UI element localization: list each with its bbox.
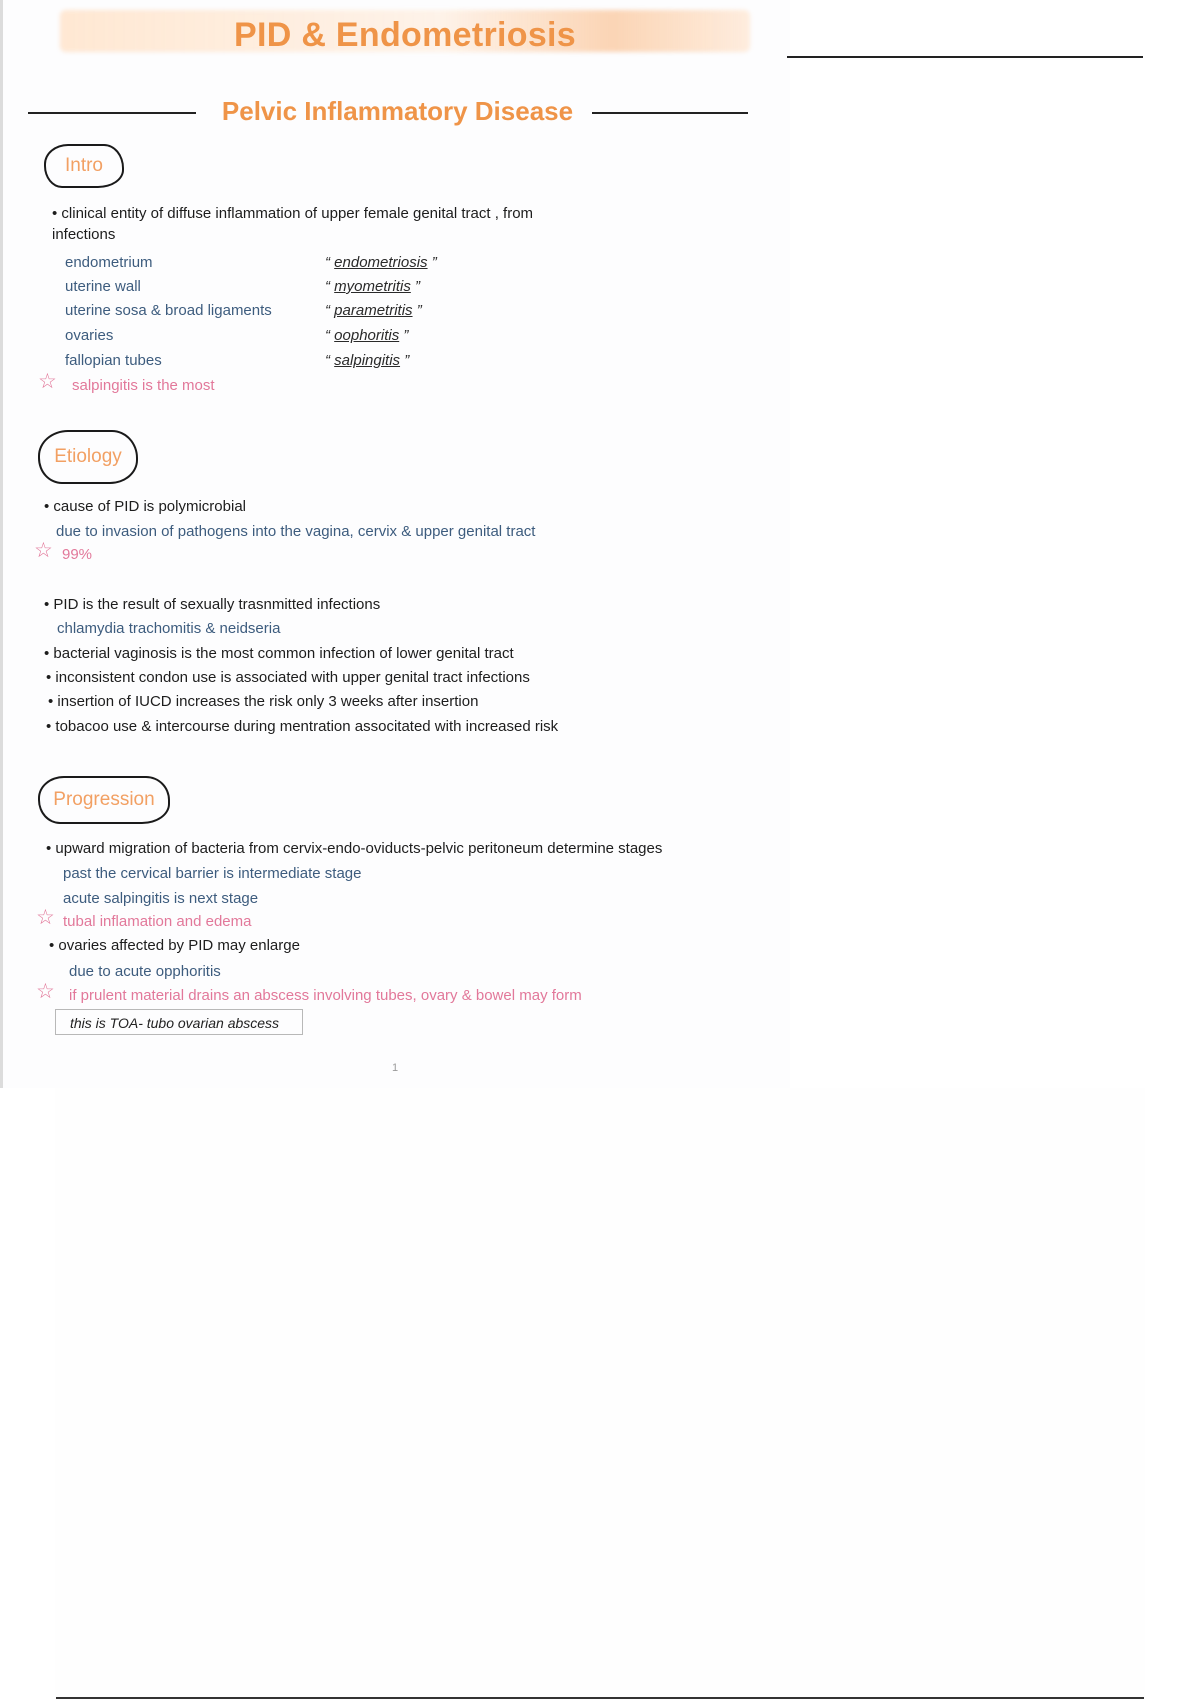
- term-site: uterine wall: [65, 278, 141, 295]
- term-site: endometrium: [65, 254, 153, 271]
- intro-note: salpingitis is the most: [72, 377, 215, 394]
- etiology-iucd: • insertion of IUCD increases the risk only 3 weeks after insertion: [48, 693, 479, 710]
- progression-oophoritis: due to acute opphoritis: [69, 963, 221, 980]
- etiology-sti-detail: chlamydia trachomitis & neidseria: [57, 620, 281, 637]
- term-site: ovaries: [65, 327, 114, 344]
- term-name: “ parametritis ”: [325, 302, 422, 319]
- star-icon: ☆: [34, 539, 53, 562]
- progression-tubal: tubal inflamation and edema: [63, 913, 252, 930]
- section-title: Pelvic Inflammatory Disease: [221, 96, 574, 126]
- term-site: uterine sosa & broad ligaments: [65, 302, 272, 319]
- page-title: PID & Endometriosis: [234, 16, 576, 54]
- subtitle-rule-left: [28, 112, 196, 114]
- progression-cervical: past the cervical barrier is intermediate stage: [63, 865, 362, 882]
- progression-migration: • upward migration of bacteria from cervix-endo-oviducts-pelvic peritoneum determine stages: [46, 840, 663, 857]
- page-number: 1: [392, 1062, 399, 1074]
- etiology-sti: • PID is the result of sexually trasnmitted infections: [44, 596, 381, 613]
- bottom-rule: [56, 1697, 1144, 1699]
- term-name: “ oophoritis ”: [325, 327, 409, 344]
- progression-ovaries: • ovaries affected by PID may enlarge: [49, 937, 300, 954]
- term-site: fallopian tubes: [65, 352, 162, 369]
- intro-heading: Intro: [44, 144, 124, 188]
- etiology-condom: • inconsistent condon use is associated with upper genital tract infections: [46, 669, 530, 686]
- etiology-percent: 99%: [62, 546, 93, 563]
- term-name: “ myometritis ”: [325, 278, 421, 295]
- top-right-rule: [787, 56, 1143, 58]
- etiology-heading: Etiology: [38, 430, 138, 484]
- term-name: “ salpingitis ”: [325, 352, 410, 369]
- intro-bullet: • clinical entity of diffuse inflammation of upper female genital tract , from: [52, 205, 534, 222]
- intro-bullet-cont: infections: [52, 226, 116, 243]
- star-icon: ☆: [38, 370, 57, 393]
- toa-box: this is TOA- tubo ovarian abscess: [55, 1009, 303, 1035]
- etiology-bv: • bacterial vaginosis is the most common infection of lower genital tract: [44, 645, 514, 662]
- title-block: [60, 10, 750, 52]
- progression-heading: Progression: [38, 776, 170, 824]
- star-icon: ☆: [36, 980, 55, 1003]
- blank-next-page: [55, 1088, 1145, 1700]
- subtitle-rule-right: [592, 112, 748, 114]
- progression-acute: acute salpingitis is next stage: [63, 890, 259, 907]
- etiology-cause-detail: due to invasion of pathogens into the vagina, cervix & upper genital tract: [56, 523, 536, 540]
- term-name: “ endometriosis ”: [325, 254, 437, 271]
- etiology-tobacco: • tobacoo use & intercourse during mentration associtated with increased risk: [46, 718, 559, 735]
- progression-abscess: if prulent material drains an abscess involving tubes, ovary & bowel may form: [69, 987, 582, 1004]
- page-left-edge: [0, 0, 3, 1088]
- star-icon: ☆: [36, 906, 55, 929]
- etiology-cause: • cause of PID is polymicrobial: [44, 498, 246, 515]
